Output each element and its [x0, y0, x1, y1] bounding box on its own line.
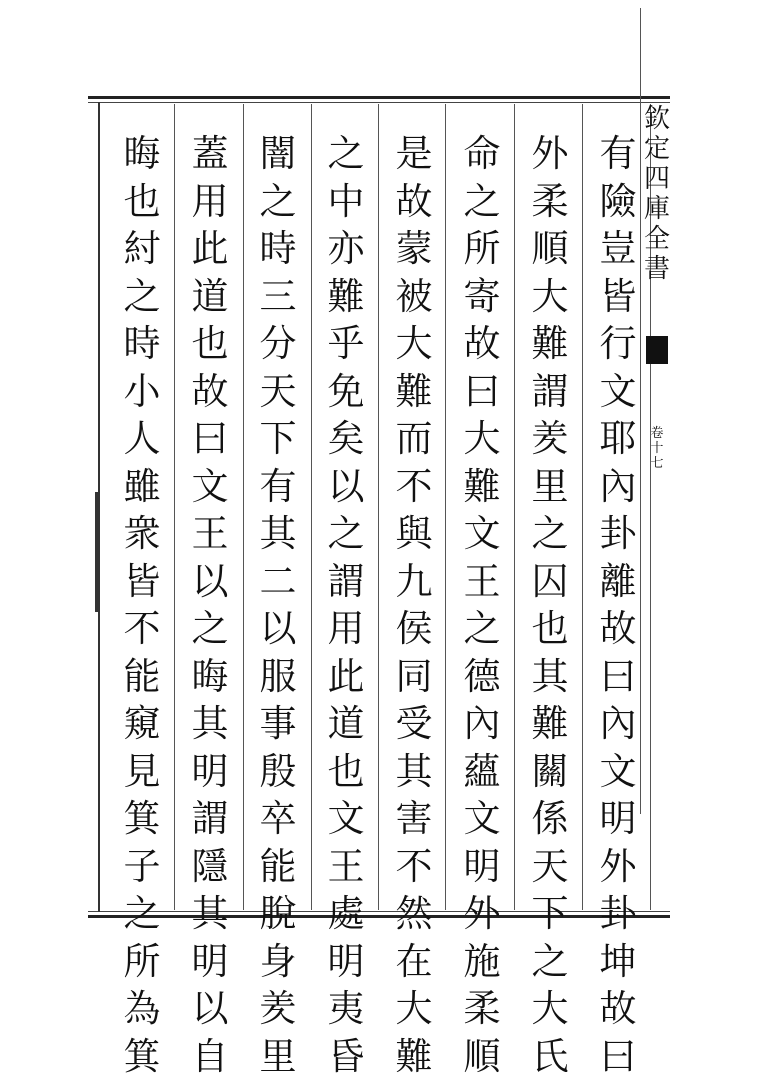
left-margin-mark [95, 492, 100, 612]
text-column-7: 蓋 用 此 道 也 故 曰 文 王 以 之 晦 其 明 謂 隱 其 明 以 自 [191, 132, 229, 1078]
column-rule [514, 104, 515, 910]
column-rule [582, 104, 583, 910]
column-rule [174, 104, 175, 910]
frame-top-inner-border [88, 102, 670, 103]
margin-juan-number: 卷 十 七 [650, 426, 664, 471]
frame-bottom-inner-border [88, 911, 670, 912]
margin-title: 欽 定 四 庫 全 書 [643, 104, 670, 284]
text-column-5: 之 中 亦 難 乎 免 矣 以 之 謂 用 此 道 也 文 王 處 明 夷 昏 [327, 132, 365, 1078]
column-rule [445, 104, 446, 910]
text-column-8: 晦 也 紂 之 時 小 人 雖 衆 皆 不 能 窺 見 箕 子 之 所 為 箕 [123, 132, 161, 1078]
margin-black-block [646, 336, 668, 364]
text-column-3: 命 之 所 寄 故 曰 大 難 文 王 之 德 內 蘊 文 明 外 施 柔 順 [463, 132, 501, 1078]
text-column-4: 是 故 蒙 被 大 難 而 不 與 九 侯 同 受 其 害 不 然 在 大 難 [395, 132, 433, 1078]
column-rule [311, 104, 312, 910]
frame-bottom-border [88, 915, 670, 918]
page-frame [88, 96, 670, 918]
text-column-2: 外 柔 順 大 難 謂 羑 里 之 囚 也 其 難 關 係 天 下 之 大 氏 [531, 132, 569, 1078]
text-column-1: 有 險 豈 皆 行 文 耶 內 卦 離 故 曰 內 文 明 外 卦 坤 故 曰 [599, 132, 637, 1078]
text-column-6: 闇 之 時 三 分 天 下 有 其 二 以 服 事 殷 卒 能 脫 身 羑 里 [259, 132, 297, 1078]
column-rule [378, 104, 379, 910]
frame-top-border [88, 96, 670, 99]
column-rule [243, 104, 244, 910]
